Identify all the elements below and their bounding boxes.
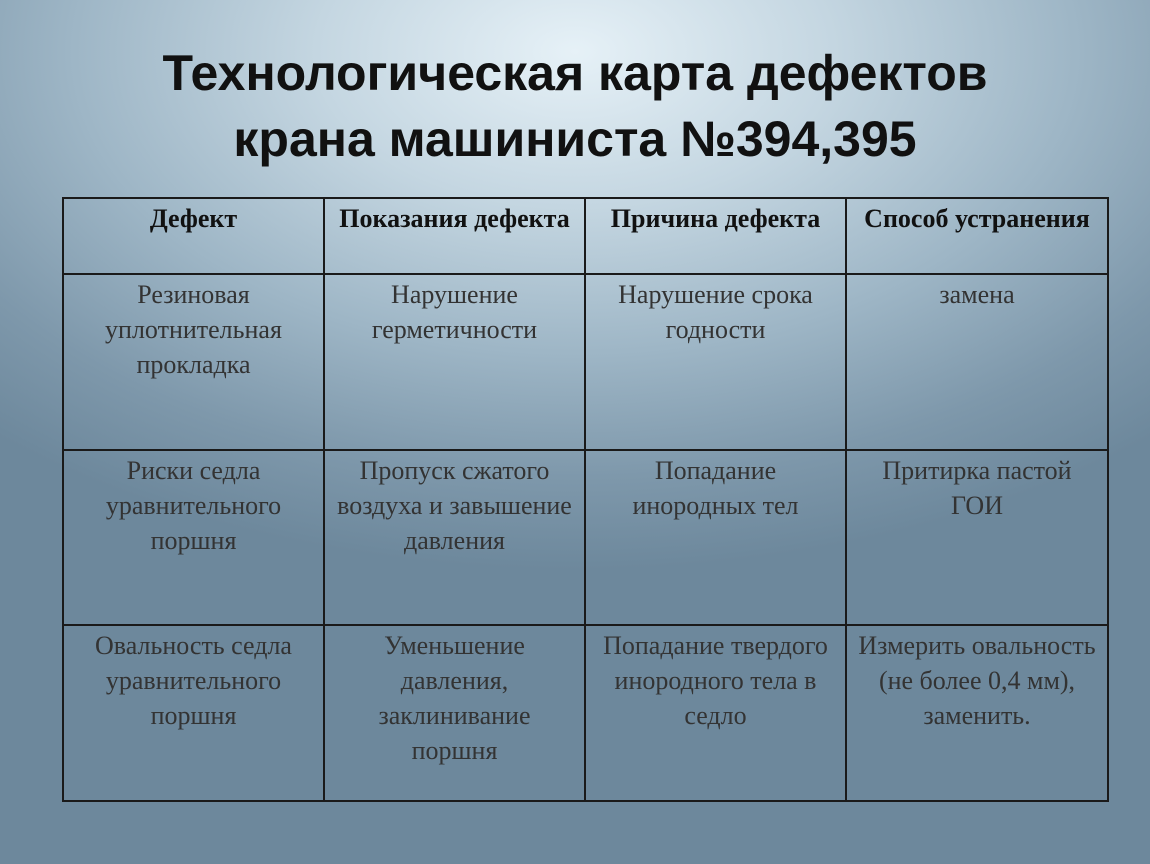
table-row <box>63 274 1108 450</box>
slide-title-line-2: крана машиниста №394,395 <box>233 111 917 167</box>
header-defect: Дефект <box>63 198 324 274</box>
slide-title <box>0 40 1150 172</box>
cell-defect: Овальность седла уравнительного поршня <box>63 625 324 801</box>
table-header-row <box>63 198 1108 274</box>
cell-remedy: Притирка пастой ГОИ <box>846 450 1108 626</box>
header-defect-indication: Показания дефекта <box>324 198 585 274</box>
cell-remedy: замена <box>846 274 1108 450</box>
header-defect-cause: Причина дефекта <box>585 198 846 274</box>
cell-cause: Попадание твердого инородного тела в седло <box>585 625 846 801</box>
cell-cause: Попадание инородных тел <box>585 450 846 626</box>
cell-indication: Уменьшение давления, заклинивание поршня <box>324 625 585 801</box>
slide-title-line-1: Технологическая карта дефектов <box>162 45 988 101</box>
cell-defect: Риски седла уравнительного поршня <box>63 450 324 626</box>
cell-cause: Нарушение срока годности <box>585 274 846 450</box>
header-remedy: Способ устранения <box>846 198 1108 274</box>
table-row <box>63 625 1108 801</box>
defect-map-table <box>62 197 1109 802</box>
cell-defect: Резиновая уплотнительная прокладка <box>63 274 324 450</box>
table-row <box>63 450 1108 626</box>
cell-indication: Нарушение герметичности <box>324 274 585 450</box>
cell-remedy: Измерить овальность (не более 0,4 мм), заменить. <box>846 625 1108 801</box>
cell-indication: Пропуск сжатого воздуха и завышение давления <box>324 450 585 626</box>
